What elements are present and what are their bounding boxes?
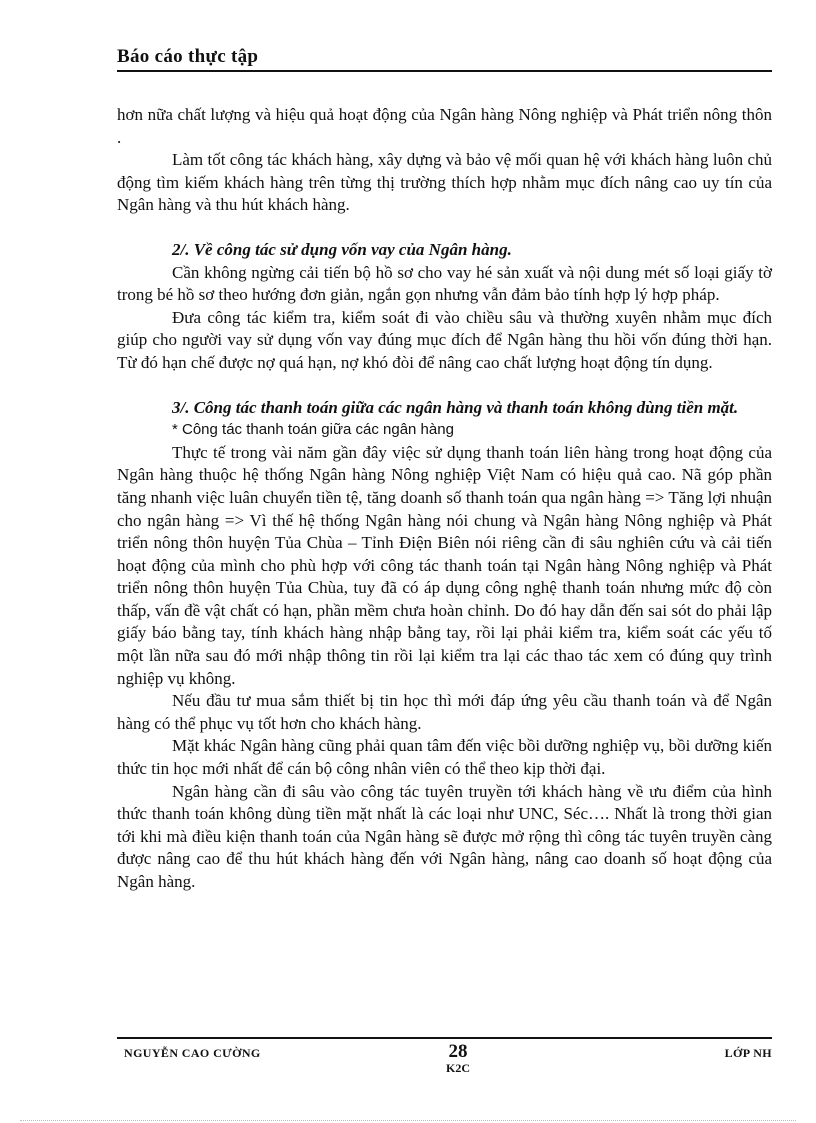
paragraph: Thực tế trong vài năm gần đây việc sử dụng thanh toán liên hàng trong hoạt động của Ngân hàng thuộc hệ thống Ngân hàng Nông nghiệp Việt Nam có hiệu quả cao. Nã góp phần tăng nhanh việc luân chuyển tiền tệ, tăng doanh số thanh toán qua ngân hàng => Tăng lợi nhuận cho ngân hàng => Vì thế hệ thống Ngân hàng nói chung và Ngân hàng Nông nghiệp và Phát triển nông thôn huyện Tủa Chùa – Tỉnh Điện Biên nói riêng cần đi sâu nghiên cứu và cải tiến hoạt động của mình cho phù hợp với công tác thanh toán tại Ngân hàng Nông nghiệp và Phát triển nông thôn huyện Tủa Chùa, tuy đã có áp dụng công nghệ thanh toán nhưng mức độ còn thấp, vấn đề vật chất có hạn, phần mềm chưa hoàn chỉnh. Do đó hay dẫn đến sai sót do phải lập giấy báo bằng tay, tính khách hàng nhập bằng tay, rồi lại phải kiểm tra, kiểm soát các yếu tố một lần nữa sau đó mới nhập thông tin rồi lại kiểm tra lại các thao tác xem có đúng quy trình nghiệp vụ không.	[117, 442, 772, 688]
paragraph-continuation: hơn nữa chất lượng và hiệu quả hoạt động của Ngân hàng Nông nghiệp và Phát triển nông thôn .	[117, 105, 772, 147]
body-text	[117, 104, 772, 894]
page-number: 28	[448, 1041, 468, 1062]
header-title: Báo cáo thực tập	[117, 46, 259, 67]
page-edge-divider	[20, 1120, 796, 1121]
paragraph: Mặt khác Ngân hàng cũng phải quan tâm đến việc bồi dưỡng nghiệp vụ, bồi dưỡng kiến thức tin học mới nhất để cán bộ công nhân viên có thể theo kịp thời đại.	[117, 736, 772, 779]
paragraph: Đưa công tác kiểm tra, kiểm soát đi vào chiều sâu và thường xuyên nhằm mục đích giúp cho người vay sử dụng vốn vay đúng mục đích để Ngân hàng thu hồi vốn đúng thời hạn. Từ đó hạn chế được nợ quá hạn, nợ khó đòi để nâng cao chất lượng hoạt động tín dụng.	[117, 307, 772, 372]
paragraph: Cần không ngừng cải tiến bộ hồ sơ cho vay hé sản xuất và nội dung mét số loại giấy tờ trong bé hồ sơ theo hướng đơn giản, ngắn gọn nhưng vẫn đảm bảo tính hợp lý hợp pháp.	[117, 262, 772, 305]
footer-divider	[117, 1037, 772, 1039]
paragraph: Nếu đầu tư mua sắm thiết bị tin học thì mới đáp ứng yêu cầu thanh toán và để Ngân hàng có thể phục vụ tốt hơn cho khách hàng.	[117, 691, 772, 733]
footer-class: LỚP NH	[724, 1046, 772, 1060]
header-divider	[117, 70, 772, 72]
footer-author: NGUYỄN CAO CƯỜNG	[124, 1046, 261, 1060]
section-heading-3: 3/. Công tác thanh toán giữa các ngân hàng và thanh toán không dùng tiền mặt.	[172, 397, 739, 417]
section-heading-2: 2/. Về công tác sử dụng vốn vay của Ngân hàng.	[172, 239, 512, 259]
paragraph: Làm tốt công tác khách hàng, xây dựng và bảo vệ mối quan hệ với khách hàng luôn chủ động tìm kiếm khách hàng trên từng thị trường thích hợp nhằm mục đích nâng cao uy tín của Ngân hàng và thu hút khách hàng.	[117, 150, 772, 215]
bullet-subheading: * Công tác thanh toán giữa các ngân hàng	[172, 421, 454, 439]
footer-sub: K2C	[446, 1061, 470, 1075]
paragraph: Ngân hàng cần đi sâu vào công tác tuyên truyền tới khách hàng về ưu điểm của hình thức thanh toán không dùng tiền mặt nhất là các loại như UNC, Séc…. Nhất là trong thời gian tới khi mà điều kiện thanh toán của Ngân hàng sẽ được mở rộng thì công tác tuyên truyền càng được nâng cao để thu hút khách hàng đến với Ngân hàng, nâng cao doanh số hoạt động của Ngân hàng.	[117, 781, 772, 891]
